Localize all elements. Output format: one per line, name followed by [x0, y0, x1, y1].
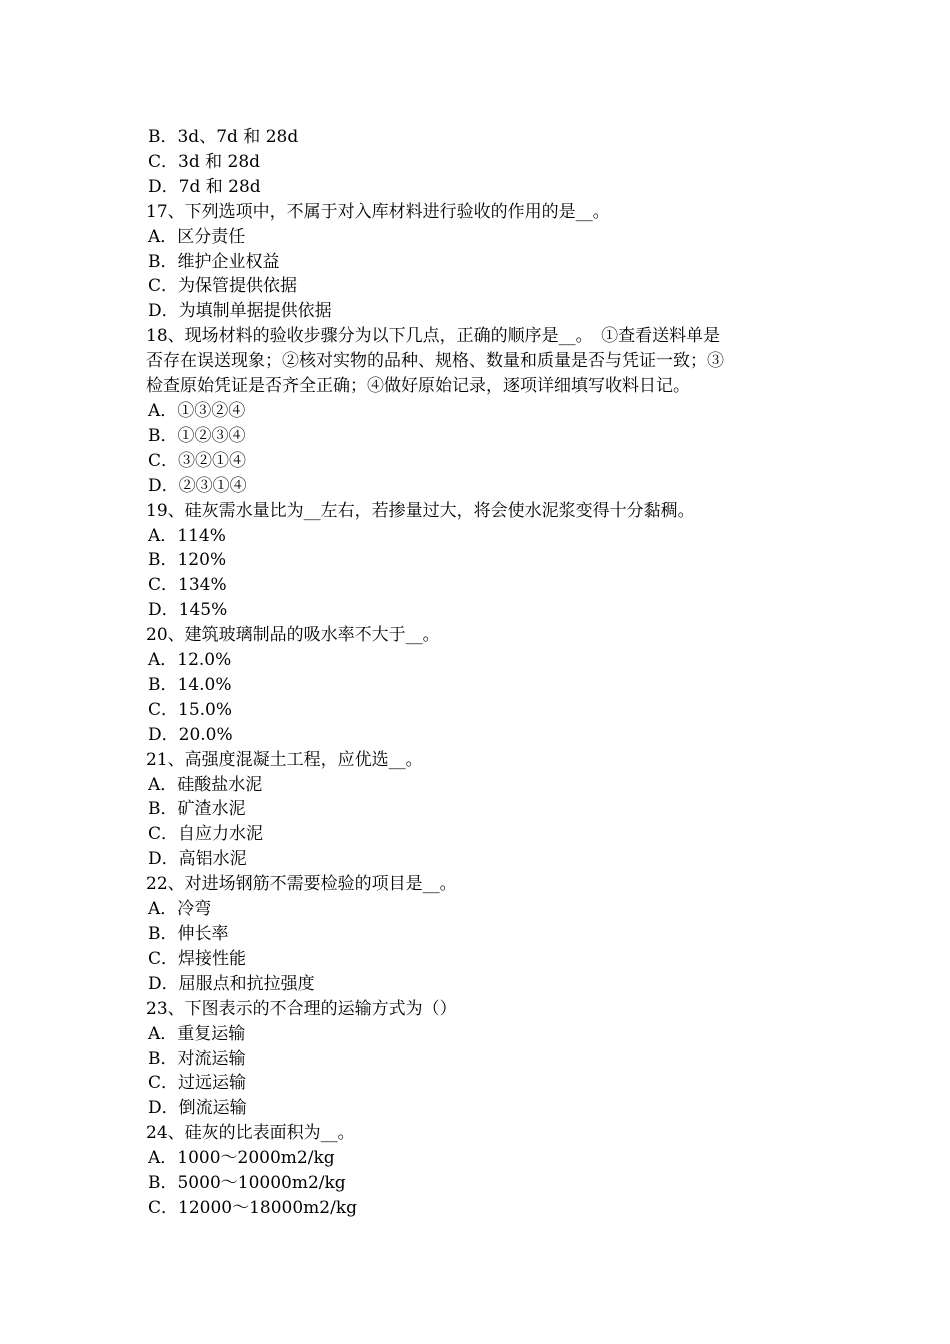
answer-option-line: B．①②③④ — [148, 425, 246, 446]
answer-option-line: B．3d、7d 和 28d — [148, 127, 299, 147]
answer-option-line: C．过远运输 — [148, 1073, 247, 1094]
answer-option-line: B．矿渣水泥 — [148, 799, 246, 820]
answer-option-line: D．20.0% — [148, 724, 233, 745]
question-text-line: 22、对进场钢筋不需要检验的项目是__。 — [146, 874, 457, 895]
answer-option-line: C．15.0% — [148, 699, 233, 720]
answer-option-line: B．14.0% — [148, 674, 232, 695]
question-text-line: 24、硅灰的比表面积为__。 — [146, 1123, 355, 1144]
question-text-line: 否存在误送现象；②核对实物的品种、规格、数量和质量是否与凭证一致；③ — [146, 351, 724, 372]
answer-option-line: D．②③①④ — [148, 475, 247, 496]
answer-option-line: D．屈服点和抗拉强度 — [148, 973, 315, 994]
answer-option-line: C．12000～18000m2/kg — [148, 1197, 358, 1218]
answer-option-line: D．为填制单据提供依据 — [148, 301, 332, 322]
answer-option-line: A．①③②④ — [148, 400, 246, 421]
answer-option-line: B．对流运输 — [148, 1048, 246, 1069]
answer-option-line: A．1000～2000m2/kg — [148, 1148, 335, 1169]
answer-option-line: A．12.0% — [148, 650, 232, 671]
answer-option-line: D．倒流运输 — [148, 1098, 247, 1119]
question-text-line: 17、下列选项中，不属于对入库材料进行验收的作用的是__。 — [146, 201, 610, 222]
answer-option-line: A．硅酸盐水泥 — [148, 774, 263, 795]
answer-option-line: D．7d 和 28d — [148, 176, 261, 197]
question-text-line: 23、下图表示的不合理的运输方式为（） — [146, 998, 457, 1019]
answer-option-line: A．区分责任 — [148, 226, 246, 247]
document-body — [146, 125, 810, 1221]
answer-option-line: C．3d 和 28d — [148, 151, 261, 172]
answer-option-line: B．5000～10000m2/kg — [148, 1173, 346, 1194]
question-text-line: 21、高强度混凝土工程，应优选__。 — [146, 749, 423, 770]
answer-option-line: A．冷弯 — [148, 899, 212, 920]
question-text-line: 19、硅灰需水量比为__左右，若掺量过大，将会使水泥浆变得十分黏稠。 — [146, 500, 695, 521]
answer-option-line: C．134% — [148, 575, 227, 596]
question-text-line: 18、现场材料的验收步骤分为以下几点，正确的顺序是__。 ①查看送料单是 — [146, 326, 721, 347]
answer-option-line: B．维护企业权益 — [148, 251, 280, 272]
answer-option-line: C．③②①④ — [148, 450, 247, 471]
answer-option-line: A．重复运输 — [148, 1023, 246, 1044]
answer-option-line: B．120% — [148, 550, 227, 571]
question-text-line: 检查原始凭证是否齐全正确；④做好原始记录，逐项详细填写收料日记。 — [146, 376, 690, 397]
answer-option-line: C．为保管提供依据 — [148, 276, 298, 297]
answer-option-line: C．焊接性能 — [148, 948, 247, 969]
answer-option-line: C．自应力水泥 — [148, 824, 264, 845]
answer-option-line: D．高铝水泥 — [148, 849, 247, 870]
answer-option-line: D．145% — [148, 600, 228, 621]
answer-option-line: A．114% — [148, 525, 226, 546]
question-text-line: 20、建筑玻璃制品的吸水率不大于__。 — [146, 625, 440, 646]
answer-option-line: B．伸长率 — [148, 924, 229, 944]
